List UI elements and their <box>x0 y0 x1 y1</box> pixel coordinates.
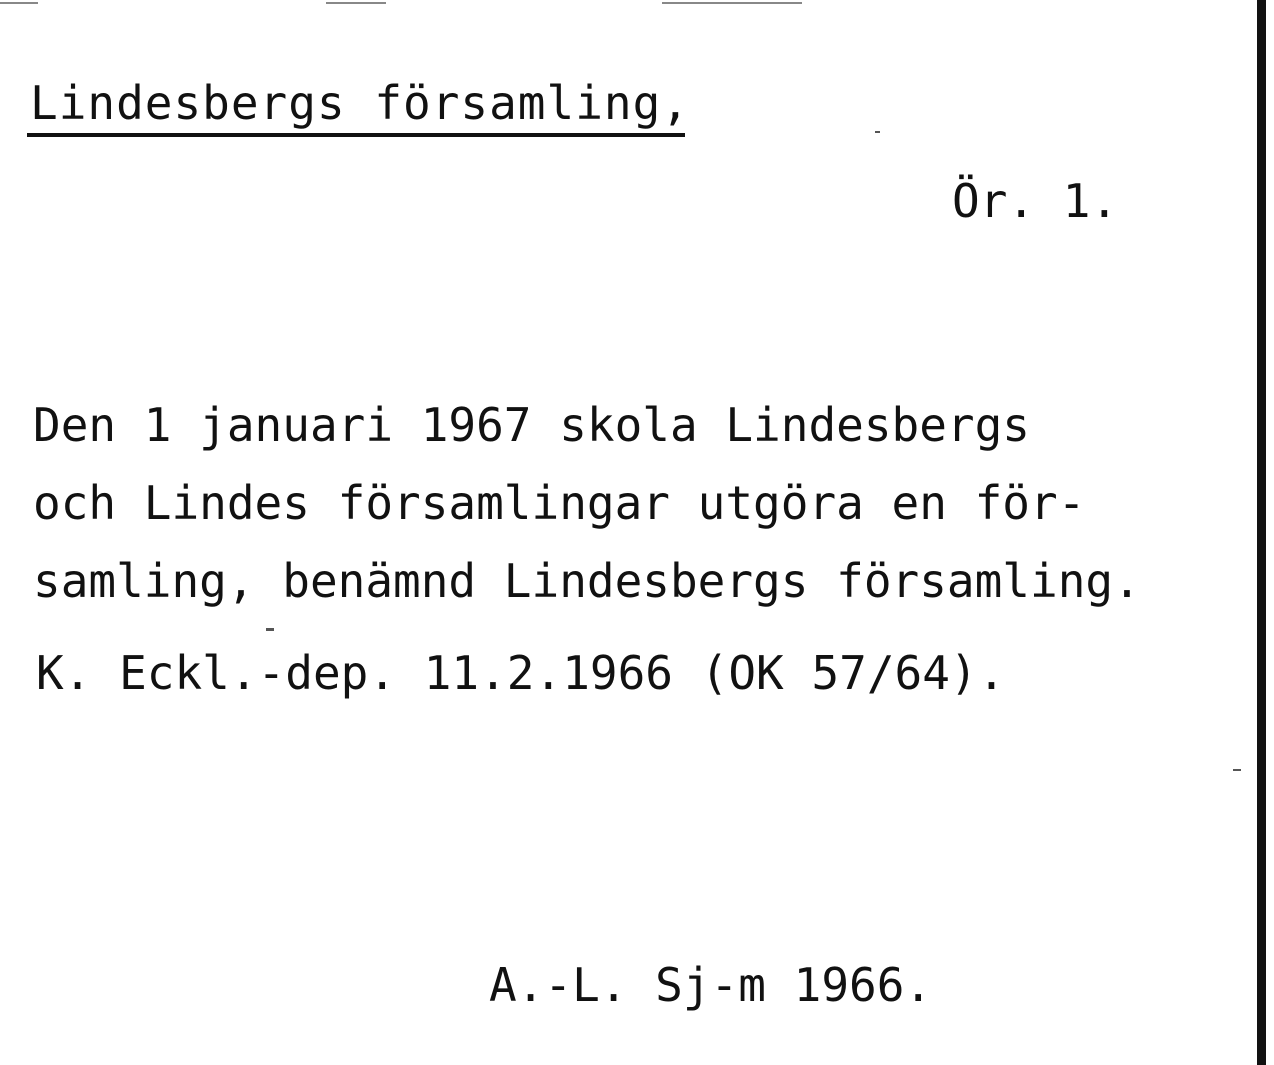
body-line: samling, benämnd Lindesbergs församling. <box>33 554 1141 608</box>
scan-speck <box>326 2 386 4</box>
heading-underline <box>27 133 685 137</box>
body-line: och Lindes församlingar utgöra en för- <box>33 476 1086 530</box>
card-heading: Lindesbergs församling, <box>30 76 690 130</box>
card-edge <box>1257 0 1266 1065</box>
card-reference: Ör. 1. <box>952 174 1119 228</box>
scan-speck <box>1233 769 1241 771</box>
scan-speck <box>875 131 880 133</box>
card-signature: A.-L. Sj-m 1966. <box>489 958 933 1012</box>
scan-speck <box>662 2 802 4</box>
scan-speck <box>0 2 38 4</box>
card-source: K. Eckl.-dep. 11.2.1966 (OK 57/64). <box>36 646 1006 700</box>
card-body <box>33 386 1141 620</box>
body-line: Den 1 januari 1967 skola Lindesbergs <box>33 398 1030 452</box>
scan-speck <box>266 628 274 631</box>
